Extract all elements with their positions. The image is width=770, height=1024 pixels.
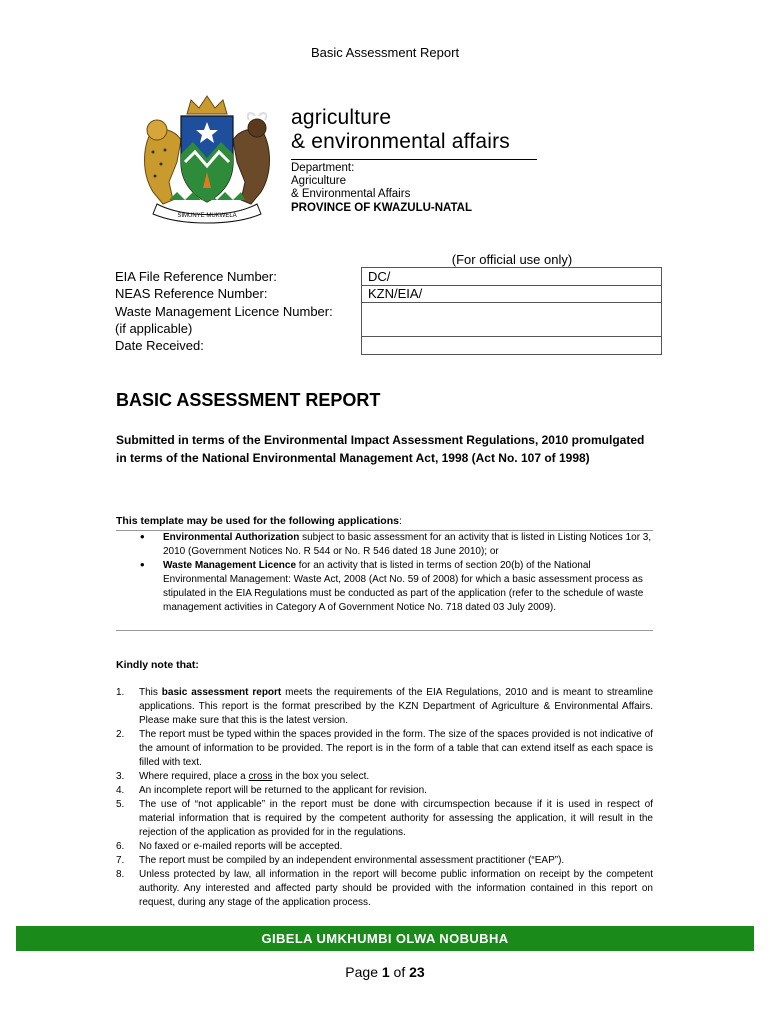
department-block [291,106,537,215]
bullet-bold: Environmental Authorization [163,532,300,543]
reference-table [361,267,662,355]
note-text: Where required, place a cross in the box you select. [139,771,370,782]
note-number: 2. [116,729,125,740]
page-current: 1 [381,964,390,980]
eia-file-ref-label: EIA File Reference Number: [115,269,277,284]
date-received-label: Date Received: [115,338,204,354]
submitted-statement: Submitted in terms of the Environmental Impact Assessment Regulations, 2010 promulgated in terms of the National Environmental Management Act, 1998 (Act No. 107 of 1998) [116,433,645,465]
page-number: Page 1 of 23 [345,964,425,980]
list-item [140,559,652,615]
template-intro-bold: This template may be used for the following applications [116,515,399,527]
template-intro [116,515,402,527]
page-header-title: Basic Assessment Report [310,45,460,60]
notes-heading: Kindly note that: [116,659,199,671]
divider-bottom [116,630,653,631]
list-item [116,728,653,770]
note-text: The use of “not applicable” in the report must be done with circumspection because if it is used in respect of material information that is required by the competent authority for assessing the application, it will result in the rejection of the application as provided for in the regulations. [139,799,653,838]
list-item [116,770,653,784]
official-use-label: (For official use only) [451,252,573,267]
dept-title-agriculture: agriculture [291,106,392,129]
neas-ref-field[interactable]: KZN/EIA/ [362,286,661,303]
neas-ref-label: NEAS Reference Number: [115,286,268,302]
dept-province: PROVINCE OF KWAZULU-NATAL [291,202,473,214]
note-number: 4. [116,785,125,796]
note-text: The report must be typed within the spaces provided in the form. The size of the spaces provided is not indicative of the amount of information to be provided. The report is in the form of a table that can extend itself as each space is filled with text. [139,729,653,768]
waste-licence-label: Waste Management Licence Number: [115,303,333,319]
list-item [116,784,653,798]
notes-list [116,686,653,910]
note-number: 1. [116,687,125,698]
bullet-text: subject to basic assessment for an activity that is listed in Listing Notices 1or 3, 2010 (Government Notices No. R 544 or No. R 546 dated 18 June 2010); or [163,532,652,557]
note-number: 5. [116,799,125,810]
list-item [116,798,653,840]
note-number: 6. [116,841,125,852]
dept-name-line1: Agriculture [291,175,346,187]
dept-name-line2: & Environmental Affairs [291,188,411,200]
eia-file-ref-field[interactable]: DC/ [362,268,661,286]
template-intro-suffix: : [398,515,402,527]
list-item [116,840,653,854]
note-text: The report must be compiled by an independent environmental assessment practitioner (“EAP”). [139,855,565,866]
footer-banner: GIBELA UMKHUMBI OLWA NOBUBHA [16,926,754,951]
applications-list [140,531,652,615]
report-title: BASIC ASSESSMENT REPORT [116,390,381,410]
waste-licence-field[interactable] [362,303,661,337]
note-text: This basic assessment report meets the requirements of the EIA Regulations, 2010 and is meant to streamline applications. This report is the format prescribed by the KZN Department of Agriculture & Environmental Affairs. Please make sure that this is the latest version. [139,687,654,726]
note-number: 3. [116,771,125,782]
note-text: No faxed or e-mailed reports will be accepted. [139,841,343,852]
list-item [140,531,652,559]
page-total: 23 [409,964,425,980]
coat-of-arms-icon [133,92,281,224]
date-received-field[interactable] [362,337,661,354]
if-applicable-label: (if applicable) [115,320,193,336]
dept-divider [291,159,537,160]
dept-label: Department: [291,162,355,174]
list-item [116,854,653,868]
crest-motto: SIMUNYE MUKWELA [177,213,237,219]
reference-labels [115,268,333,354]
list-item [116,868,653,910]
note-number: 7. [116,855,125,866]
bullet-text: for an activity that is listed in terms of section 20(b) of the National Environmental Management: Waste Act, 2008 (Act No. 59 of 2008) for which a basic assessment process as stipulated in the EIA Regulations must be conducted as part of the application (refer to the schedule of waste management activities in Category A of Government Notice No. 718 dated 03 July 2009). [163,560,644,613]
dept-title-environmental: & environmental affairs [291,130,510,153]
bullet-bold: Waste Management Licence [163,560,297,571]
list-item [116,686,653,728]
note-number: 8. [116,869,125,880]
note-text: An incomplete report will be returned to the applicant for revision. [139,785,427,796]
underlined-cross: cross [248,771,273,782]
note-text: Unless protected by law, all information in the report will become public information on receipt by the competent authority. Any interested and affected party should be provided with the information contained in this report on request, during any stage of the application process. [139,869,653,908]
